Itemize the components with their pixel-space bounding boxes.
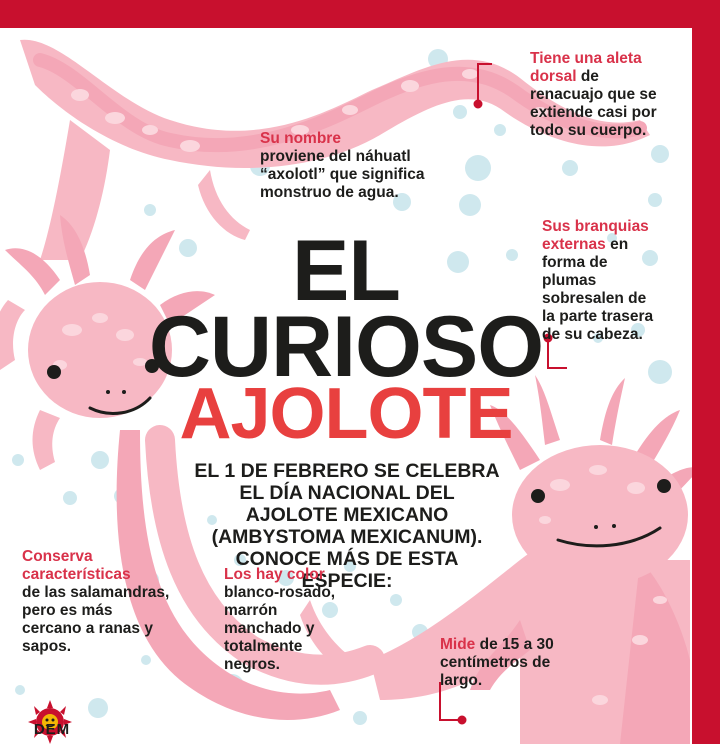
intro-text: EL 1 DE FEBRERO SE CELEBRA EL DÍA NACIONAL DEL AJOLOTE MEXICANO (AMBYSTOMA MEXICANUM). CONOCE MÁS DE ESTA ESPECIE: [194,460,500,592]
fact-conserva-text: de las salamandras, pero es más cercano a ranas y sapos. [22,584,170,655]
fact-nombre-text: proviene del náhuatl “axolotl” que significa monstruo de agua. [260,148,425,201]
fact-mide-text: de 15 a 30 centímetros de largo. [440,636,554,689]
fact-color [224,566,354,674]
logo-text: DEM [33,721,71,738]
fact-nombre-highlight: Su nombre [260,130,341,147]
fact-mide [440,636,560,690]
fact-aleta-highlight: Tiene una aleta dorsal [530,50,642,85]
fact-aleta-text: de renacuajo que se extiende casi por todo su cuerpo. [530,68,657,139]
fact-nombre [260,130,440,202]
content-panel [0,28,692,744]
fact-color-text: blanco-rosado, marrón manchado y totalmente negros. [224,584,336,673]
fact-mide-highlight: Mide [440,636,476,653]
fact-branquias-highlight: Sus branquias externas [542,218,649,253]
title-line-3: AJOLOTE [179,374,513,454]
fact-conserva-highlight: Conserva características [22,548,131,583]
fact-aleta [530,50,660,140]
fact-color-highlight: Los hay color [224,566,325,583]
fact-branquias-text: en forma de plumas sobresalen de la parte trasera de su cabeza. [542,236,654,343]
fact-branquias [542,218,654,344]
title-line-1: EL [292,223,400,319]
title-line-2: CURIOSO [148,299,544,395]
fact-conserva [22,548,172,656]
